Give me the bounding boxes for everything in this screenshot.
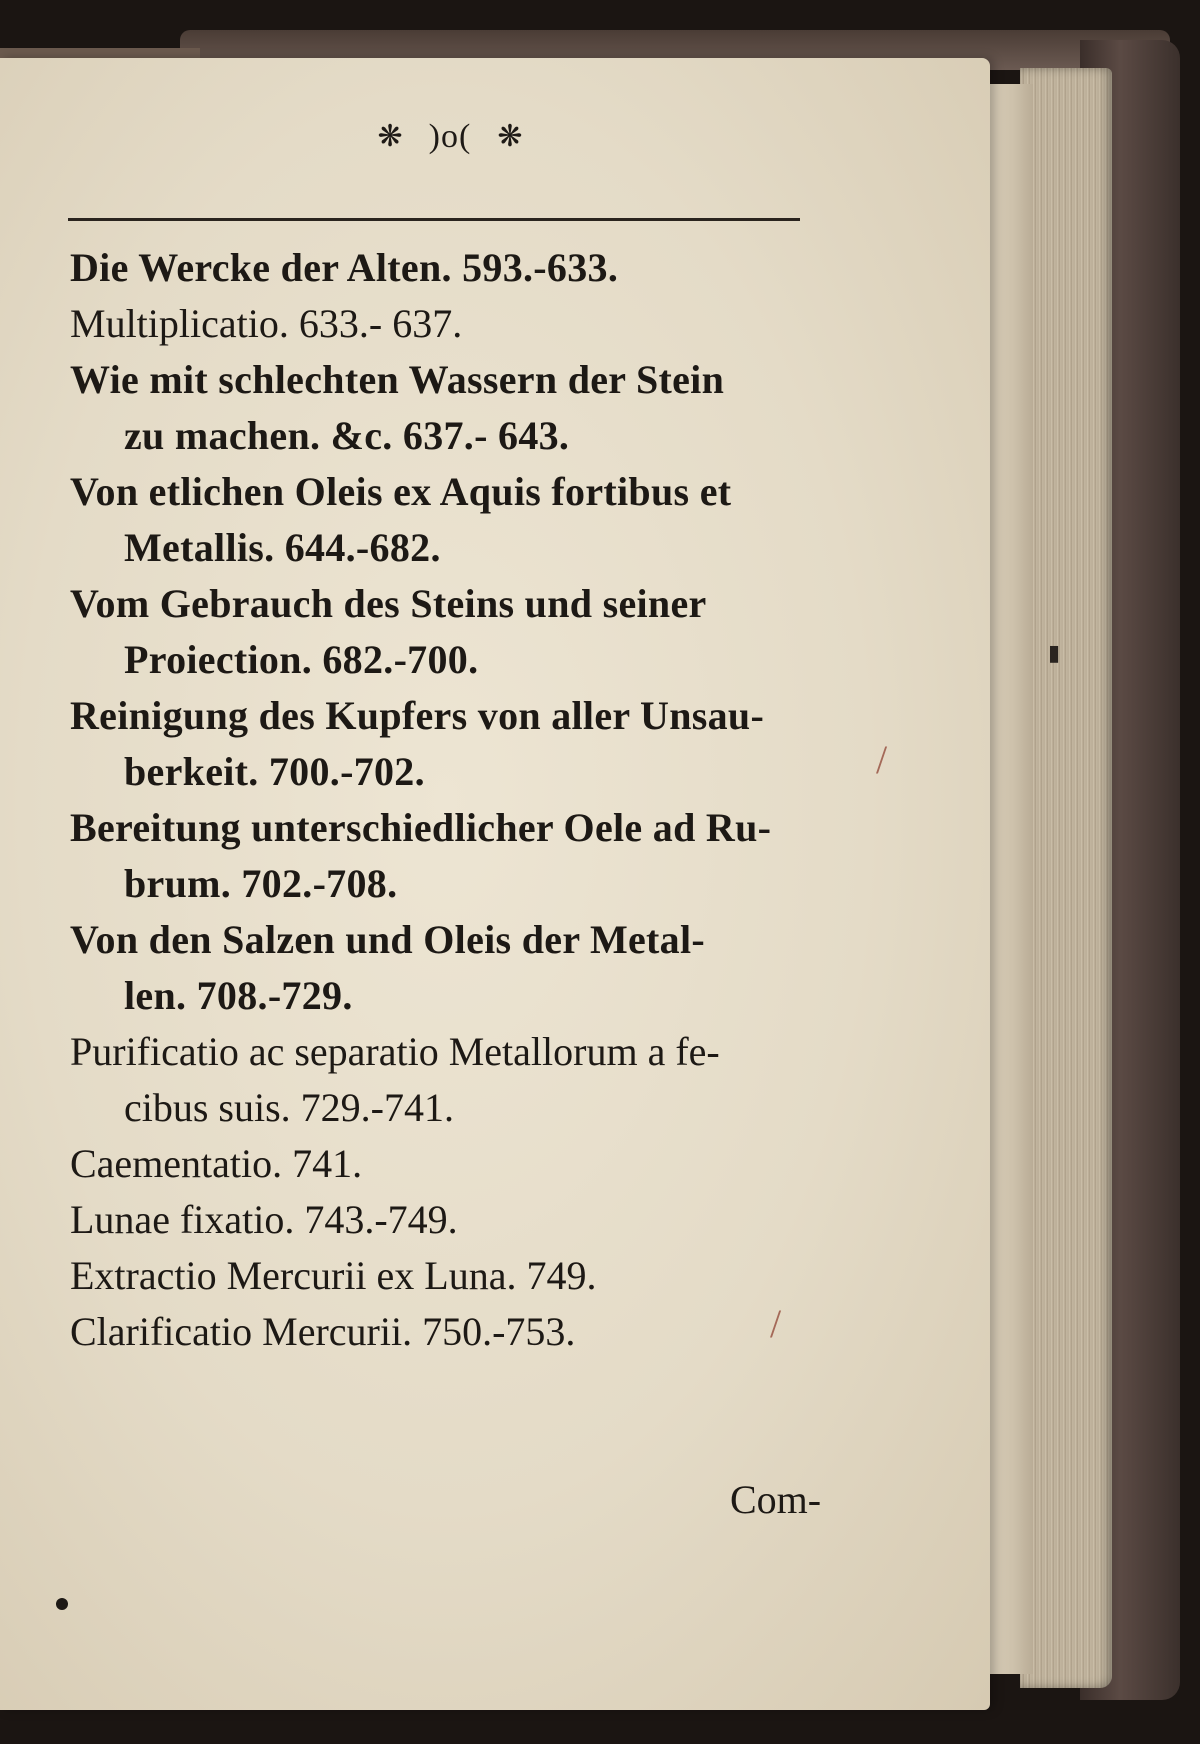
entry-text: Lunae fixatio. 743.-749. [70, 1197, 458, 1242]
list-item [70, 800, 840, 912]
list-item [70, 464, 840, 576]
list-item [70, 352, 840, 464]
list-item [70, 912, 840, 1024]
list-item [70, 576, 840, 688]
list-item [70, 1136, 840, 1192]
entry-text: Von den Salzen und Oleis der Metal- [70, 917, 706, 962]
list-item [70, 1192, 840, 1248]
list-item [70, 1024, 840, 1136]
running-header [330, 112, 570, 162]
page-edge-mark: ▮ [1048, 640, 1061, 665]
entry-text: Von etlichen Oleis ex Aquis fortibus et [70, 469, 732, 514]
page-block-edges [1020, 68, 1112, 1688]
entry-text: Reinigung des Kupfers von aller Unsau- [70, 693, 765, 738]
list-item [70, 240, 840, 296]
list-item [70, 1304, 840, 1360]
entry-continuation: cibus suis. 729.-741. [124, 1085, 454, 1130]
list-item [70, 296, 840, 352]
entry-text: Caementatio. 741. [70, 1141, 363, 1186]
entry-text: Die Wercke der Alten. 593.-633. [70, 245, 619, 290]
ink-mark: / [770, 1301, 782, 1346]
entry-text: Purificatio ac separatio Metallorum a fe- [70, 1029, 720, 1074]
entry-text: Vom Gebrauch des Steins und seiner [70, 581, 707, 626]
right-ornament-icon: ❋ [497, 120, 523, 153]
entry-text: Wie mit schlechten Wassern der Stein [70, 357, 725, 402]
entry-text: Bereitung unterschiedlicher Oele ad Ru- [70, 805, 772, 850]
list-item [70, 688, 840, 800]
ink-mark: / [876, 737, 888, 782]
ink-dot [56, 1598, 68, 1610]
next-page-edge [985, 84, 1033, 1674]
entry-text: Clarificatio Mercurii. 750.-753. [70, 1309, 576, 1354]
left-ornament-icon: ❋ [377, 120, 403, 153]
entry-continuation: zu machen. &c. 637.- 643. [124, 413, 570, 458]
entry-text: Multiplicatio. 633.- 637. [70, 301, 463, 346]
entry-continuation: brum. 702.-708. [124, 861, 398, 906]
list-item [70, 1248, 840, 1304]
entry-continuation: berkeit. 700.-702. [124, 749, 425, 794]
header-rule [68, 218, 800, 221]
table-of-contents [70, 240, 840, 1360]
header-mark: )o( [428, 118, 472, 155]
entry-continuation: Proiection. 682.-700. [124, 637, 479, 682]
entry-text: Extractio Mercurii ex Luna. 749. [70, 1253, 597, 1298]
catchword: Com- [730, 1477, 822, 1522]
entry-continuation: Metallis. 644.-682. [124, 525, 441, 570]
entry-continuation: len. 708.-729. [124, 973, 353, 1018]
